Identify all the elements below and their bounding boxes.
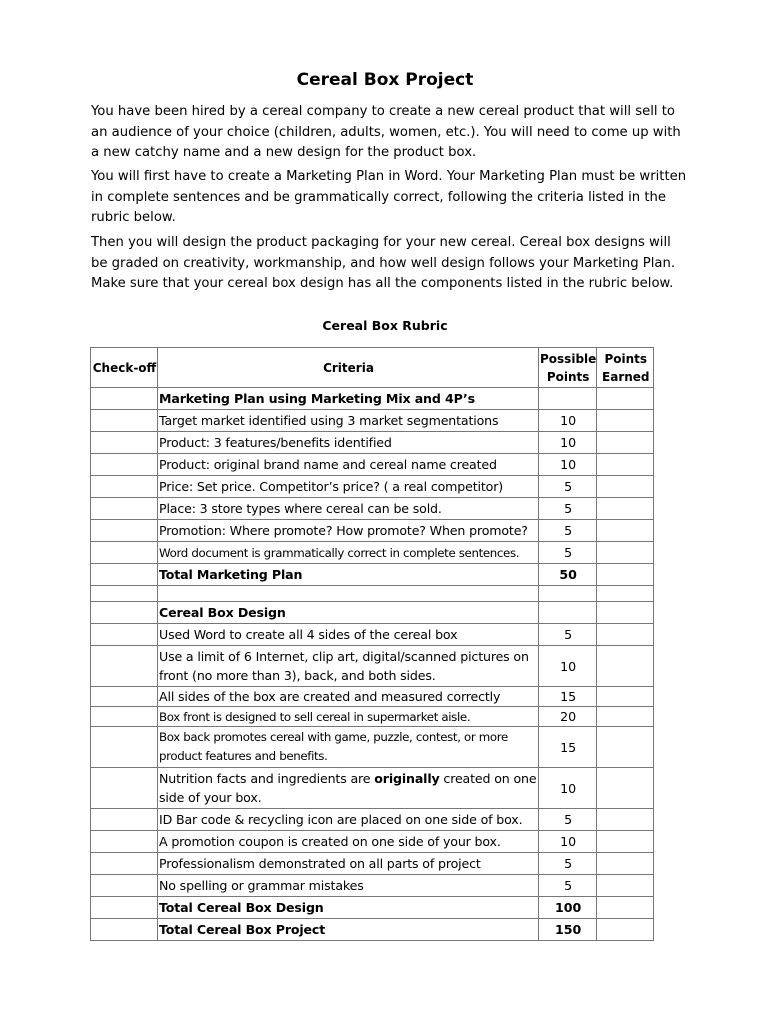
checkoff-cell	[91, 919, 158, 941]
possible-points-cell: 10	[539, 831, 597, 853]
checkoff-cell	[91, 875, 158, 897]
points-earned-cell	[597, 853, 654, 875]
checkoff-cell	[91, 831, 158, 853]
checkoff-cell	[91, 388, 158, 410]
points-earned-cell	[597, 897, 654, 919]
criteria-cell: A promotion coupon is created on one side of your box.	[158, 831, 539, 853]
points-earned-cell	[597, 388, 654, 410]
table-row	[91, 875, 654, 897]
design-total-points: 100	[539, 897, 597, 919]
header-possible-line1: Possible	[540, 351, 597, 366]
packaging-paragraph: Then you will design the product packaging for your new cereal. Cereal box designs will be graded on creativity, workmanship, and how well design follows your Marketing Plan. Make sure that your cereal box design has all the components listed in the rubric below.	[91, 235, 676, 291]
checkoff-cell	[91, 498, 158, 520]
possible-points-cell: 5	[539, 624, 597, 646]
possible-points-cell: 10	[539, 768, 597, 809]
possible-points-cell: 5	[539, 476, 597, 498]
possible-points-cell: 5	[539, 498, 597, 520]
checkoff-cell	[91, 687, 158, 707]
points-earned-cell	[597, 542, 654, 564]
checkoff-cell	[91, 410, 158, 432]
points-earned-cell	[597, 432, 654, 454]
possible-points-cell: 5	[539, 853, 597, 875]
criteria-cell: Box back promotes cereal with game, puzzle, contest, or more product features and benefits.	[158, 727, 539, 768]
criteria-text: Nutrition facts and ingredients are	[159, 771, 375, 786]
table-row	[91, 809, 654, 831]
header-earned-line1: Points	[604, 351, 648, 366]
checkoff-cell	[91, 768, 158, 809]
criteria-cell: No spelling or grammar mistakes	[158, 875, 539, 897]
rubric-title: Cereal Box Rubric	[322, 318, 448, 333]
checkoff-cell	[91, 432, 158, 454]
criteria-cell	[158, 768, 539, 809]
table-row	[91, 410, 654, 432]
design-section-heading-row	[91, 602, 654, 624]
table-row	[91, 831, 654, 853]
points-earned-cell	[597, 520, 654, 542]
design-section-heading: Cereal Box Design	[158, 602, 539, 624]
table-row	[91, 476, 654, 498]
table-row	[91, 454, 654, 476]
checkoff-cell	[91, 454, 158, 476]
table-row	[91, 853, 654, 875]
points-earned-cell	[597, 454, 654, 476]
table-row	[91, 498, 654, 520]
checkoff-cell	[91, 897, 158, 919]
header-possible-line2: Points	[546, 369, 590, 384]
marketing-total-points: 50	[539, 564, 597, 586]
checkoff-cell	[91, 646, 158, 687]
possible-points-cell: 5	[539, 809, 597, 831]
table-row	[91, 646, 654, 687]
criteria-cell: Promotion: Where promote? How promote? When promote?	[158, 520, 539, 542]
table-row	[91, 624, 654, 646]
points-earned-cell	[597, 687, 654, 707]
checkoff-cell	[91, 564, 158, 586]
points-earned-cell	[597, 727, 654, 768]
table-row	[91, 707, 654, 727]
header-earned-line2: Earned	[602, 369, 650, 384]
project-total-row	[91, 919, 654, 941]
checkoff-cell	[91, 476, 158, 498]
possible-points-cell: 5	[539, 542, 597, 564]
project-total-points: 150	[539, 919, 597, 941]
header-points-earned	[597, 348, 654, 388]
criteria-cell: Target market identified using 3 market segmentations	[158, 410, 539, 432]
possible-points-cell: 10	[539, 454, 597, 476]
points-earned-cell	[597, 602, 654, 624]
points-earned-cell	[597, 809, 654, 831]
points-earned-cell	[597, 498, 654, 520]
criteria-cell: All sides of the box are created and measured correctly	[158, 687, 539, 707]
marketing-total-label: Total Marketing Plan	[158, 564, 539, 586]
possible-points-cell: 5	[539, 520, 597, 542]
possible-points-cell: 15	[539, 727, 597, 768]
intro-paragraph: You have been hired by a cereal company to create a new cereal product that will sell to an audience of your choice (children, adults, women, etc.). You will need to come up with a new catchy name and a new design for the product box.	[91, 104, 681, 160]
criteria-cell: Used Word to create all 4 sides of the cereal box	[158, 624, 539, 646]
points-earned-cell	[597, 919, 654, 941]
checkoff-cell	[91, 727, 158, 768]
table-row	[91, 432, 654, 454]
criteria-emphasis: originally	[374, 771, 440, 786]
checkoff-cell	[91, 542, 158, 564]
possible-points-cell	[539, 602, 597, 624]
checkoff-cell	[91, 624, 158, 646]
points-earned-cell	[597, 875, 654, 897]
possible-points-cell: 10	[539, 646, 597, 687]
rubric-table	[90, 347, 654, 941]
checkoff-cell	[91, 602, 158, 624]
header-possible-points	[539, 348, 597, 388]
possible-points-cell: 5	[539, 875, 597, 897]
points-earned-cell	[597, 646, 654, 687]
table-row	[91, 520, 654, 542]
spacer-row	[91, 586, 654, 602]
table-row	[91, 542, 654, 564]
table-row	[91, 687, 654, 707]
marketing-plan-paragraph: You will first have to create a Marketing Plan in Word. Your Marketing Plan must be written in complete sentences and be grammatically correct, following the criteria listed in the rubric below.	[91, 169, 687, 225]
criteria-cell: ID Bar code & recycling icon are placed on one side of box.	[158, 809, 539, 831]
marketing-section-heading: Marketing Plan using Marketing Mix and 4P’s	[158, 388, 539, 410]
table-row	[91, 768, 654, 809]
design-total-label: Total Cereal Box Design	[158, 897, 539, 919]
points-earned-cell	[597, 564, 654, 586]
points-earned-cell	[597, 410, 654, 432]
points-earned-cell	[597, 768, 654, 809]
table-row	[91, 727, 654, 768]
checkoff-cell	[91, 520, 158, 542]
design-total-row	[91, 897, 654, 919]
page-title: Cereal Box Project	[296, 70, 474, 90]
possible-points-cell: 15	[539, 687, 597, 707]
points-earned-cell	[597, 831, 654, 853]
points-earned-cell	[597, 624, 654, 646]
possible-points-cell: 20	[539, 707, 597, 727]
marketing-section-heading-row	[91, 388, 654, 410]
criteria-cell: Use a limit of 6 Internet, clip art, digital/scanned pictures on front (no more than 3), back, and both sides.	[158, 646, 539, 687]
criteria-cell: Product: original brand name and cereal name created	[158, 454, 539, 476]
header-criteria: Criteria	[158, 348, 539, 388]
criteria-text: created on one side of your box.	[159, 771, 537, 805]
possible-points-cell: 10	[539, 410, 597, 432]
checkoff-cell	[91, 809, 158, 831]
points-earned-cell	[597, 476, 654, 498]
criteria-cell: Place: 3 store types where cereal can be sold.	[158, 498, 539, 520]
points-earned-cell	[597, 707, 654, 727]
criteria-cell: Price: Set price. Competitor’s price? ( a real competitor)	[158, 476, 539, 498]
criteria-cell: Product: 3 features/benefits identified	[158, 432, 539, 454]
rubric-header-row	[91, 348, 654, 388]
header-checkoff: Check-off	[91, 348, 158, 388]
criteria-cell: Word document is grammatically correct in complete sentences.	[158, 542, 539, 564]
possible-points-cell: 10	[539, 432, 597, 454]
marketing-total-row	[91, 564, 654, 586]
possible-points-cell	[539, 388, 597, 410]
checkoff-cell	[91, 853, 158, 875]
checkoff-cell	[91, 707, 158, 727]
criteria-cell: Box front is designed to sell cereal in supermarket aisle.	[158, 707, 539, 727]
criteria-cell: Professionalism demonstrated on all parts of project	[158, 853, 539, 875]
project-total-label: Total Cereal Box Project	[158, 919, 539, 941]
